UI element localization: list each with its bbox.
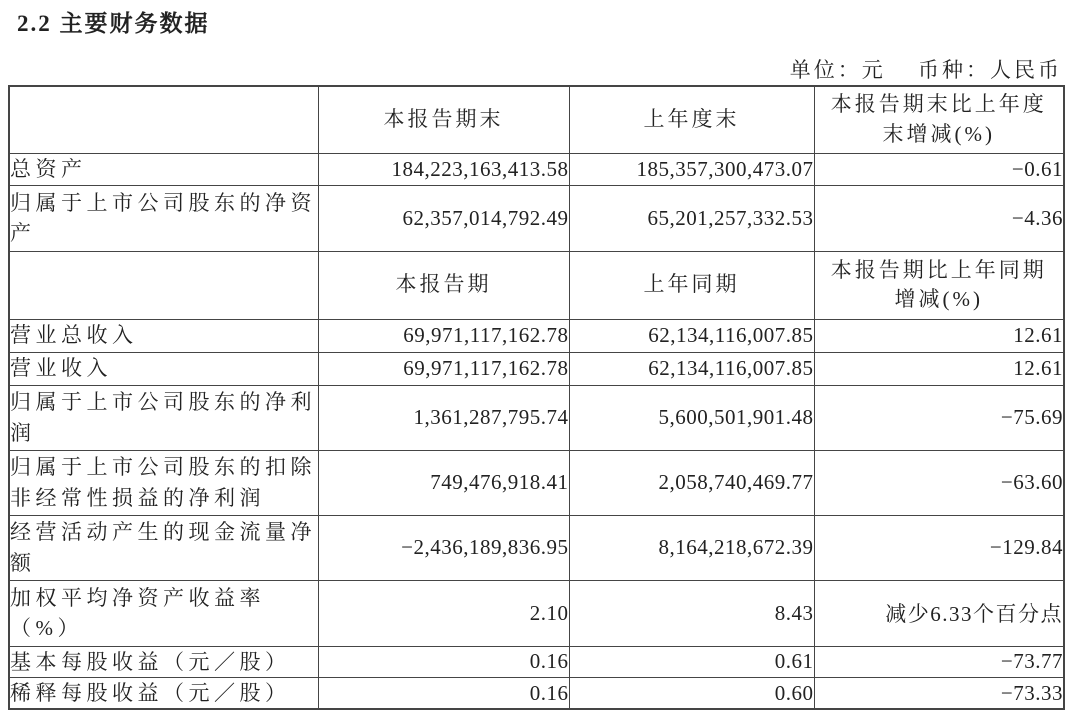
balance-change-header xyxy=(814,86,1064,153)
row-label: 总资产 xyxy=(9,153,318,185)
unit-note xyxy=(790,54,1062,84)
prior-value: 62,134,116,007.85 xyxy=(569,319,814,352)
unit-label: 单位：元 xyxy=(789,58,886,82)
current-value: 184,223,163,413.58 xyxy=(318,153,569,185)
table-row-net-assets xyxy=(9,185,1064,251)
row-label: 加权平均净资产收益率（%） xyxy=(9,580,318,646)
table-row-diluted-eps xyxy=(9,677,1064,709)
row-label: 经营活动产生的现金流量净额 xyxy=(9,515,318,580)
change-value: −129.84 xyxy=(814,515,1064,580)
balance-header-row xyxy=(9,86,1064,153)
change-value: −75.69 xyxy=(814,385,1064,450)
table-row-net-profit xyxy=(9,385,1064,450)
prior-value: 65,201,257,332.53 xyxy=(569,185,814,251)
change-value: 12.61 xyxy=(814,319,1064,352)
current-value: 749,476,918.41 xyxy=(318,450,569,515)
row-label: 归属于上市公司股东的净资产 xyxy=(9,185,318,251)
table-row-total-revenue xyxy=(9,319,1064,352)
row-label: 基本每股收益（元／股） xyxy=(9,646,318,677)
income-header-row xyxy=(9,251,1064,319)
prior-period-header: 上年同期 xyxy=(569,251,814,319)
change-value: −73.77 xyxy=(814,646,1064,677)
current-value: 69,971,117,162.78 xyxy=(318,352,569,385)
table-row-revenue xyxy=(9,352,1064,385)
change-value: −0.61 xyxy=(814,153,1064,185)
income-change-header-line2: 增减(%) xyxy=(894,287,983,311)
prior-value: 62,134,116,007.85 xyxy=(569,352,814,385)
current-value: 0.16 xyxy=(318,677,569,709)
table-row-operating-cash-flow xyxy=(9,515,1064,580)
table-row-weighted-avg-roe xyxy=(9,580,1064,646)
change-value: 减少6.33个百分点 xyxy=(814,580,1064,646)
currency-label: 币种：人民币 xyxy=(918,58,1062,82)
corner-cell xyxy=(9,86,318,153)
change-value: 12.61 xyxy=(814,352,1064,385)
prior-value: 8.43 xyxy=(569,580,814,646)
change-value: −73.33 xyxy=(814,677,1064,709)
current-value: 69,971,117,162.78 xyxy=(318,319,569,352)
corner-cell xyxy=(9,251,318,319)
financial-data-table xyxy=(8,85,1065,710)
current-value: 1,361,287,795.74 xyxy=(318,385,569,450)
balance-change-header-line2: 末增减(%) xyxy=(882,121,995,146)
row-label: 稀释每股收益（元／股） xyxy=(9,677,318,709)
current-period-header: 本报告期 xyxy=(318,251,569,319)
section-title: 2.2 主要财务数据 xyxy=(17,11,210,36)
prior-value: 2,058,740,469.77 xyxy=(569,450,814,515)
prior-year-end-header: 上年度末 xyxy=(569,86,814,153)
balance-change-header-line1: 本报告期末比上年度 xyxy=(830,92,1047,117)
prior-value: 0.60 xyxy=(569,677,814,709)
prior-value: 185,357,300,473.07 xyxy=(569,153,814,185)
prior-value: 8,164,218,672.39 xyxy=(569,515,814,580)
income-change-header-line1: 本报告期比上年同期 xyxy=(830,257,1047,282)
table-row-net-profit-excl-nonrecurring xyxy=(9,450,1064,515)
current-value: 0.16 xyxy=(318,646,569,677)
current-value: 62,357,014,792.49 xyxy=(318,185,569,251)
table-row-total-assets xyxy=(9,153,1064,185)
prior-value: 5,600,501,901.48 xyxy=(569,385,814,450)
row-label: 营业总收入 xyxy=(9,319,318,352)
change-value: −63.60 xyxy=(814,450,1064,515)
current-value: −2,436,189,836.95 xyxy=(318,515,569,580)
income-change-header xyxy=(814,251,1064,319)
row-label: 营业收入 xyxy=(9,352,318,385)
row-label: 归属于上市公司股东的净利润 xyxy=(9,385,318,450)
prior-value: 0.61 xyxy=(569,646,814,677)
row-label: 归属于上市公司股东的扣除非经常性损益的净利润 xyxy=(9,450,318,515)
current-period-end-header: 本报告期末 xyxy=(318,86,569,153)
change-value: −4.36 xyxy=(814,185,1064,251)
table-row-basic-eps xyxy=(9,646,1064,677)
current-value: 2.10 xyxy=(318,580,569,646)
